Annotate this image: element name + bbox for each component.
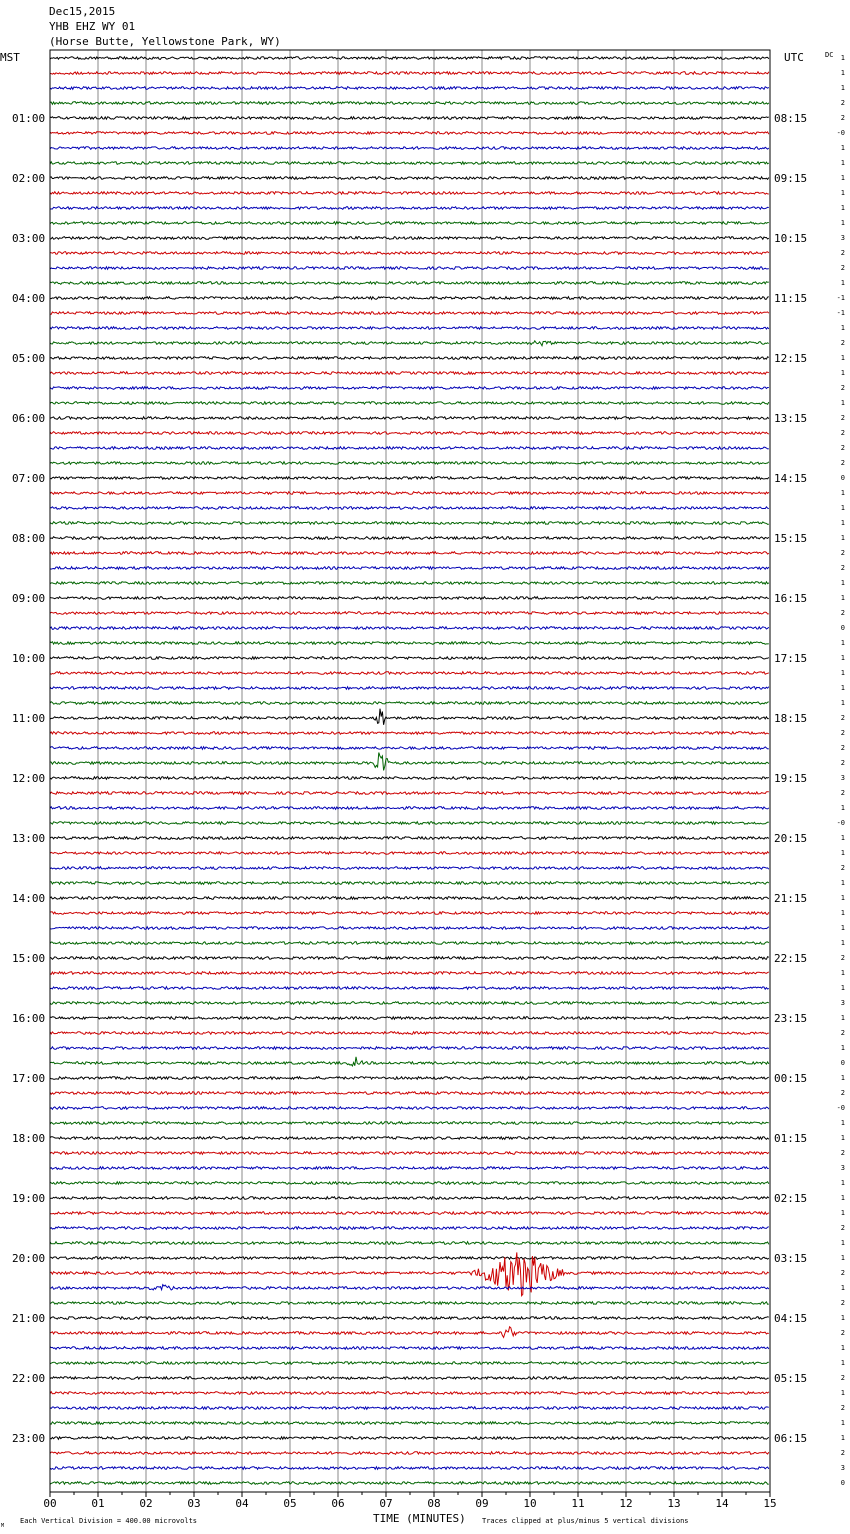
seismic-trace xyxy=(50,687,769,690)
seismic-trace xyxy=(50,1467,769,1470)
seismic-trace xyxy=(50,162,769,165)
dc-offset-value: 1 xyxy=(840,159,845,167)
dc-offset-value: 1 xyxy=(840,1359,845,1367)
dc-offset-value: 2 xyxy=(840,714,845,722)
seismic-trace xyxy=(50,1285,769,1290)
seismic-trace xyxy=(50,1137,769,1140)
seismic-trace xyxy=(50,612,769,615)
dc-offset-value: 2 xyxy=(840,249,845,257)
seismic-trace xyxy=(50,627,769,630)
right-hour-label: 22:15 xyxy=(774,952,808,965)
dc-offset-value: 1 xyxy=(840,684,845,692)
dc-offset-value: 1 xyxy=(840,924,845,932)
seismic-trace xyxy=(50,447,769,450)
seismic-trace xyxy=(50,1482,769,1485)
dc-offset-value: 1 xyxy=(840,1434,845,1442)
seismic-trace xyxy=(50,267,769,270)
seismic-trace xyxy=(50,1107,769,1110)
seismic-trace xyxy=(50,372,769,375)
right-hour-label: 00:15 xyxy=(774,1072,808,1085)
seismic-trace xyxy=(50,72,769,75)
dc-offset-value: 3 xyxy=(840,999,845,1007)
dc-offset-value: 2 xyxy=(840,1089,845,1097)
dc-offset-value: 3 xyxy=(840,1464,845,1472)
dc-offset-value: 1 xyxy=(840,219,845,227)
seismic-trace xyxy=(50,1032,769,1035)
seismic-trace xyxy=(50,1017,769,1020)
seismic-trace xyxy=(50,1377,769,1380)
left-hour-label: 18:00 xyxy=(12,1132,46,1145)
seismic-trace xyxy=(50,282,769,285)
seismic-trace xyxy=(50,1362,769,1365)
seismic-trace xyxy=(50,432,769,435)
right-hour-label: 13:15 xyxy=(774,412,808,425)
seismic-trace xyxy=(50,1002,769,1005)
seismic-trace xyxy=(50,672,769,675)
seismic-trace xyxy=(50,1122,769,1125)
dc-offset-value: 1 xyxy=(840,324,845,332)
seismic-trace xyxy=(50,252,769,255)
seismic-trace xyxy=(50,1422,769,1425)
dc-offset-value: 1 xyxy=(840,909,845,917)
seismic-trace xyxy=(50,207,769,210)
left-hour-label: 10:00 xyxy=(12,652,46,665)
dc-offset-value: -1 xyxy=(836,294,845,302)
left-hour-label: 19:00 xyxy=(12,1192,46,1205)
seismic-trace xyxy=(50,537,769,540)
dc-offset-value: 0 xyxy=(840,1059,845,1067)
seismic-trace xyxy=(50,147,769,150)
dc-offset-value: 2 xyxy=(840,564,845,572)
dc-offset-labels xyxy=(837,54,845,1487)
x-axis-tick-label: 14 xyxy=(715,1497,729,1510)
seismic-trace xyxy=(50,1197,769,1200)
x-axis-tick-label: 02 xyxy=(139,1497,153,1510)
x-axis-tick-label: 15 xyxy=(763,1497,777,1510)
seismic-trace xyxy=(50,1257,769,1260)
seismic-traces xyxy=(50,57,769,1485)
seismic-trace xyxy=(50,597,769,600)
seismic-trace xyxy=(50,1242,769,1245)
x-axis-tick-label: 04 xyxy=(235,1497,249,1510)
seismic-trace xyxy=(50,132,769,135)
dc-offset-value: 1 xyxy=(840,84,845,92)
left-hour-label: 03:00 xyxy=(12,232,46,245)
seismic-trace xyxy=(50,1437,769,1440)
dc-offset-value: 2 xyxy=(840,609,845,617)
x-axis-tick-label: 00 xyxy=(43,1497,57,1510)
dc-offset-value: 1 xyxy=(840,1134,845,1142)
seismic-trace xyxy=(50,972,769,975)
dc-offset-value: 2 xyxy=(840,339,845,347)
seismic-trace xyxy=(50,417,769,420)
seismic-trace xyxy=(50,1212,769,1215)
right-timezone-label: UTC xyxy=(784,51,804,64)
seismic-trace xyxy=(50,567,769,570)
dc-offset-value: 1 xyxy=(840,1344,845,1352)
seismic-trace xyxy=(50,657,769,660)
dc-offset-value: 3 xyxy=(840,774,845,782)
dc-offset-value: 1 xyxy=(840,1119,845,1127)
dc-offset-value: 2 xyxy=(840,414,845,422)
clipping-note: Traces clipped at plus/minus 5 vertical divisions xyxy=(482,1517,689,1525)
dc-offset-value: 0 xyxy=(840,624,845,632)
seismic-trace xyxy=(50,402,769,405)
dc-offset-value: 1 xyxy=(840,504,845,512)
dc-offset-value: 1 xyxy=(840,1014,845,1022)
left-hour-label: 02:00 xyxy=(12,172,46,185)
seismic-trace xyxy=(50,327,769,330)
dc-offset-value: -0 xyxy=(836,819,845,827)
right-hour-label: 19:15 xyxy=(774,772,808,785)
dc-offset-value: 1 xyxy=(840,1179,845,1187)
seismic-trace xyxy=(50,552,769,555)
dc-offset-value: 1 xyxy=(840,1284,845,1292)
seismic-trace xyxy=(50,1302,769,1305)
dc-offset-value: 2 xyxy=(840,864,845,872)
dc-offset-value: 2 xyxy=(840,444,845,452)
seismic-trace xyxy=(50,912,769,915)
seismic-trace xyxy=(50,753,769,771)
dc-offset-value: 2 xyxy=(840,264,845,272)
dc-offset-value: 1 xyxy=(840,1209,845,1217)
seismic-trace xyxy=(50,1152,769,1155)
left-hour-label: 16:00 xyxy=(12,1012,46,1025)
left-hour-label: 05:00 xyxy=(12,352,46,365)
dc-offset-value: 1 xyxy=(840,834,845,842)
seismic-trace xyxy=(50,1182,769,1185)
dc-offset-value: 1 xyxy=(840,894,845,902)
dc-offset-value: 2 xyxy=(840,1449,845,1457)
seismic-trace xyxy=(50,987,769,990)
seismic-trace xyxy=(50,1057,769,1066)
x-axis-tick-label: 06 xyxy=(331,1497,345,1510)
dc-offset-value: 2 xyxy=(840,1374,845,1382)
dc-offset-value: 1 xyxy=(840,669,845,677)
left-hour-label: 12:00 xyxy=(12,772,46,785)
seismic-trace xyxy=(50,897,769,900)
right-hour-label: 15:15 xyxy=(774,532,808,545)
left-hour-label: 13:00 xyxy=(12,832,46,845)
dc-offset-value: 1 xyxy=(840,639,845,647)
dc-offset-value: 2 xyxy=(840,759,845,767)
dc-offset-value: 1 xyxy=(840,1419,845,1427)
right-hour-label: 18:15 xyxy=(774,712,808,725)
left-hour-label: 09:00 xyxy=(12,592,46,605)
x-axis-tick-label: 11 xyxy=(571,1497,585,1510)
seismic-trace xyxy=(50,642,769,645)
dc-offset-value: 2 xyxy=(840,1269,845,1277)
station-code: YHB EHZ WY 01 xyxy=(49,20,136,33)
x-axis-tick-label: 10 xyxy=(523,1497,537,1510)
seismic-trace xyxy=(50,1407,769,1410)
left-hour-label: 08:00 xyxy=(12,532,46,545)
seismic-trace xyxy=(50,102,769,105)
dc-offset-value: 2 xyxy=(840,459,845,467)
dc-offset-value: 1 xyxy=(840,939,845,947)
seismic-trace xyxy=(50,387,769,390)
seismic-trace xyxy=(50,582,769,585)
seismic-trace xyxy=(50,507,769,510)
seismic-trace xyxy=(50,792,769,795)
dc-offset-value: 3 xyxy=(840,234,845,242)
dc-offset-value: 2 xyxy=(840,1299,845,1307)
right-hour-label: 21:15 xyxy=(774,892,808,905)
dc-label: DC xyxy=(825,51,834,59)
dc-offset-value: 2 xyxy=(840,1029,845,1037)
right-hour-label: 09:15 xyxy=(774,172,808,185)
x-axis-tick-label: 12 xyxy=(619,1497,633,1510)
seismic-trace xyxy=(50,237,769,240)
left-hour-label: 17:00 xyxy=(12,1072,46,1085)
right-hour-label: 08:15 xyxy=(774,112,808,125)
dc-offset-value: 1 xyxy=(840,804,845,812)
right-hour-label: 12:15 xyxy=(774,352,808,365)
dc-offset-value: 3 xyxy=(840,1164,845,1172)
seismic-trace xyxy=(50,807,769,810)
dc-offset-value: 1 xyxy=(840,654,845,662)
seismic-trace xyxy=(50,1167,769,1170)
seismic-trace xyxy=(50,1392,769,1395)
dc-offset-value: 2 xyxy=(840,114,845,122)
dc-offset-value: 1 xyxy=(840,969,845,977)
left-hour-label: 22:00 xyxy=(12,1372,46,1385)
dc-offset-value: 1 xyxy=(840,519,845,527)
left-hour-label: 07:00 xyxy=(12,472,46,485)
left-hour-label: 04:00 xyxy=(12,292,46,305)
seismic-trace xyxy=(50,177,769,180)
dc-offset-value: 2 xyxy=(840,1149,845,1157)
seismic-trace xyxy=(50,192,769,195)
seismic-trace xyxy=(50,709,769,725)
seismic-trace xyxy=(50,837,769,840)
dc-offset-value: 2 xyxy=(840,1404,845,1412)
left-hour-label: 14:00 xyxy=(12,892,46,905)
right-hour-label: 05:15 xyxy=(774,1372,808,1385)
x-axis-tick-label: 08 xyxy=(427,1497,441,1510)
dc-offset-value: 2 xyxy=(840,744,845,752)
dc-offset-value: 1 xyxy=(840,1314,845,1322)
vertical-division-note: Each Vertical Division = 400.00 microvolts xyxy=(20,1517,198,1525)
dc-offset-value: 1 xyxy=(840,849,845,857)
dc-offset-value: 1 xyxy=(840,1044,845,1052)
seismic-trace xyxy=(50,297,769,300)
seismic-trace xyxy=(50,747,769,750)
dc-offset-value: 1 xyxy=(840,699,845,707)
corner-mark: M xyxy=(1,1523,5,1529)
dc-offset-value: 1 xyxy=(840,1074,845,1082)
seismic-trace xyxy=(50,1317,769,1320)
x-axis-tick-label: 09 xyxy=(475,1497,489,1510)
seismic-trace xyxy=(50,882,769,885)
dc-offset-value: 1 xyxy=(840,879,845,887)
x-axis-title: TIME (MINUTES) xyxy=(373,1512,466,1525)
dc-offset-value: -0 xyxy=(836,129,845,137)
x-axis-tick-label: 03 xyxy=(187,1497,201,1510)
seismic-trace xyxy=(50,777,769,780)
seismic-trace xyxy=(50,1452,769,1455)
seismic-trace xyxy=(50,942,769,945)
left-hour-label: 21:00 xyxy=(12,1312,46,1325)
left-timezone-label: MST xyxy=(0,51,20,64)
left-hour-label: 01:00 xyxy=(12,112,46,125)
dc-offset-value: 1 xyxy=(840,984,845,992)
right-hour-label: 14:15 xyxy=(774,472,808,485)
right-hour-label: 10:15 xyxy=(774,232,808,245)
seismic-trace xyxy=(50,1347,769,1350)
dc-offset-value: 2 xyxy=(840,789,845,797)
dc-offset-value: 2 xyxy=(840,954,845,962)
left-hour-labels xyxy=(12,112,45,1445)
dc-offset-value: 1 xyxy=(840,534,845,542)
seismic-trace xyxy=(50,927,769,930)
dc-offset-value: 1 xyxy=(840,489,845,497)
dc-offset-value: 2 xyxy=(840,1329,845,1337)
dc-offset-value: 2 xyxy=(840,99,845,107)
right-hour-label: 11:15 xyxy=(774,292,808,305)
dc-offset-value: 1 xyxy=(840,204,845,212)
seismic-trace xyxy=(50,732,769,735)
x-axis-tick-label: 07 xyxy=(379,1497,393,1510)
seismic-trace xyxy=(50,492,769,495)
dc-offset-value: 1 xyxy=(840,1389,845,1397)
right-hour-label: 17:15 xyxy=(774,652,808,665)
dc-offset-value: 1 xyxy=(840,279,845,287)
x-axis-tick-label: 13 xyxy=(667,1497,681,1510)
seismic-trace xyxy=(50,1047,769,1050)
seismic-trace xyxy=(50,1077,769,1080)
dc-offset-value: 1 xyxy=(840,1194,845,1202)
dc-offset-value: 2 xyxy=(840,1224,845,1232)
left-hour-label: 20:00 xyxy=(12,1252,46,1265)
station-location: (Horse Butte, Yellowstone Park, WY) xyxy=(49,35,281,48)
dc-offset-value: 1 xyxy=(840,1254,845,1262)
x-axis xyxy=(43,1492,776,1510)
seismic-trace xyxy=(50,957,769,960)
plot-date: Dec15,2015 xyxy=(49,5,116,18)
seismic-trace xyxy=(50,477,769,480)
seismic-trace xyxy=(50,702,769,705)
dc-offset-value: 1 xyxy=(840,144,845,152)
dc-offset-value: 1 xyxy=(840,369,845,377)
seismic-trace xyxy=(50,1092,769,1095)
dc-offset-value: 1 xyxy=(840,1239,845,1247)
left-hour-label: 11:00 xyxy=(12,712,46,725)
seismic-trace xyxy=(50,1327,769,1338)
dc-offset-value: -0 xyxy=(836,1104,845,1112)
dc-offset-value: 0 xyxy=(840,474,845,482)
dc-offset-value: 2 xyxy=(840,549,845,557)
x-axis-tick-label: 01 xyxy=(91,1497,105,1510)
right-hour-label: 01:15 xyxy=(774,1132,808,1145)
right-hour-label: 16:15 xyxy=(774,592,808,605)
dc-offset-value: -1 xyxy=(836,309,845,317)
dc-offset-value: 1 xyxy=(840,174,845,182)
right-hour-label: 06:15 xyxy=(774,1432,808,1445)
right-hour-label: 20:15 xyxy=(774,832,808,845)
seismic-trace xyxy=(50,57,769,60)
dc-offset-value: 2 xyxy=(840,384,845,392)
seismic-trace xyxy=(50,341,769,346)
right-hour-label: 04:15 xyxy=(774,1312,808,1325)
seismic-trace xyxy=(50,357,769,360)
dc-offset-value: 1 xyxy=(840,594,845,602)
right-hour-label: 23:15 xyxy=(774,1012,808,1025)
seismic-trace xyxy=(50,822,769,825)
dc-offset-value: 1 xyxy=(840,579,845,587)
plot-frame xyxy=(50,50,770,1492)
seismic-trace xyxy=(50,462,769,465)
seismic-trace xyxy=(50,522,769,525)
dc-offset-value: 2 xyxy=(840,429,845,437)
right-hour-label: 03:15 xyxy=(774,1252,808,1265)
seismic-trace xyxy=(50,1227,769,1230)
dc-offset-value: 1 xyxy=(840,69,845,77)
seismic-trace xyxy=(50,867,769,870)
left-hour-label: 15:00 xyxy=(12,952,46,965)
right-hour-label: 02:15 xyxy=(774,1192,808,1205)
seismic-trace xyxy=(50,312,769,315)
left-hour-label: 06:00 xyxy=(12,412,46,425)
seismic-trace xyxy=(50,87,769,90)
dc-offset-value: 1 xyxy=(840,189,845,197)
minute-gridlines xyxy=(98,50,722,1492)
right-hour-labels xyxy=(774,112,807,1445)
dc-offset-value: 1 xyxy=(840,354,845,362)
seismic-trace xyxy=(50,222,769,225)
dc-offset-value: 0 xyxy=(840,1479,845,1487)
dc-offset-value: 1 xyxy=(840,399,845,407)
x-axis-tick-label: 05 xyxy=(283,1497,297,1510)
left-hour-label: 23:00 xyxy=(12,1432,46,1445)
dc-offset-value: 1 xyxy=(840,54,845,62)
dc-offset-value: 2 xyxy=(840,729,845,737)
seismic-trace xyxy=(50,852,769,855)
seismic-trace xyxy=(50,117,769,120)
